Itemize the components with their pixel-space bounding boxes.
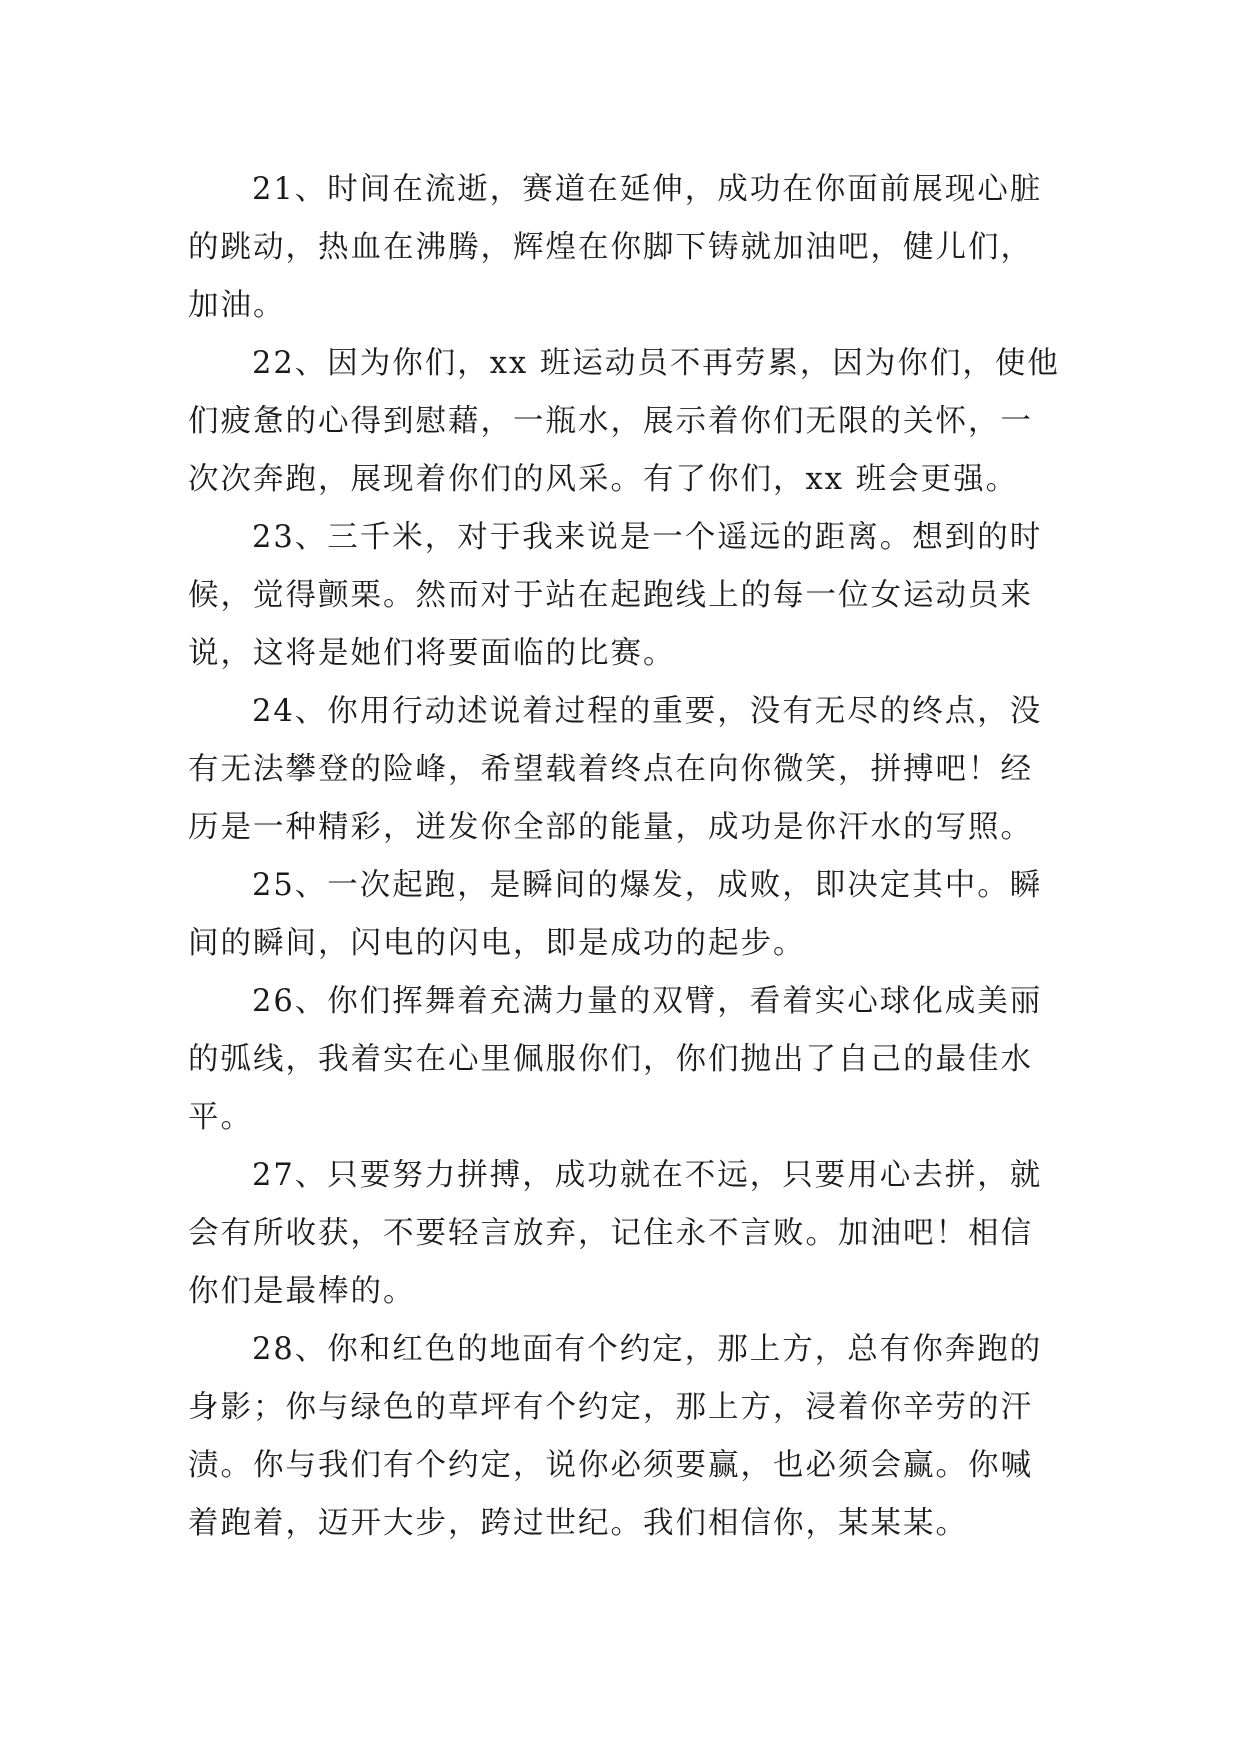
paragraph-8 — [188, 1321, 1058, 1553]
paragraph-line: 历是一种精彩，迸发你全部的能量，成功是你汗水的写照。 — [188, 810, 1033, 845]
paragraph-line: 加油。 — [188, 288, 286, 323]
paragraph-line: 候，觉得颤栗。然而对于站在起跑线上的每一位女运动员来 — [188, 578, 1033, 613]
paragraph-6 — [188, 973, 1058, 1147]
paragraph-line: 你们是最棒的。 — [188, 1274, 416, 1309]
paragraph-line: 说，这将是她们将要面临的比赛。 — [188, 636, 676, 671]
paragraph-2 — [188, 335, 1058, 509]
paragraph-line: 间的瞬间，闪电的闪电，即是成功的起步。 — [188, 926, 806, 961]
paragraph-line: 22、因为你们，xx 班运动员不再劳累，因为你们，使他 — [252, 346, 1060, 381]
paragraph-line: 24、你用行动述说着过程的重要，没有无尽的终点，没 — [252, 694, 1043, 729]
paragraph-line: 23、三千米，对于我来说是一个遥远的距离。想到的时 — [252, 520, 1043, 555]
paragraph-line: 的弧线，我着实在心里佩服你们，你们抛出了自己的最佳水 — [188, 1042, 1033, 1077]
paragraph-line: 有无法攀登的险峰，希望载着终点在向你微笑，拼搏吧！经 — [188, 752, 1033, 787]
paragraph-line: 的跳动，热血在沸腾，辉煌在你脚下铸就加油吧，健儿们， — [188, 230, 1033, 265]
paragraph-line: 渍。你与我们有个约定，说你必须要赢，也必须会赢。你喊 — [188, 1448, 1033, 1483]
paragraph-line: 25、一次起跑，是瞬间的爆发，成败，即决定其中。瞬 — [252, 868, 1043, 903]
paragraph-line: 28、你和红色的地面有个约定，那上方，总有你奔跑的 — [252, 1332, 1043, 1367]
paragraph-5 — [188, 857, 1058, 973]
paragraph-line: 会有所收获，不要轻言放弃，记住永不言败。加油吧！相信 — [188, 1216, 1033, 1251]
paragraph-3 — [188, 509, 1058, 683]
paragraph-line: 26、你们挥舞着充满力量的双臂，看着实心球化成美丽 — [252, 984, 1043, 1019]
document-body — [188, 161, 1058, 1553]
paragraph-line: 身影；你与绿色的草坪有个约定，那上方，浸着你辛劳的汗 — [188, 1390, 1033, 1425]
paragraph-line: 21、时间在流逝，赛道在延伸，成功在你面前展现心脏 — [252, 172, 1043, 207]
paragraph-7 — [188, 1147, 1058, 1321]
paragraph-line: 次次奔跑，展现着你们的风采。有了你们，xx 班会更强。 — [188, 462, 1019, 497]
paragraph-line: 27、只要努力拼搏，成功就在不远，只要用心去拼，就 — [252, 1158, 1043, 1193]
paragraph-line: 平。 — [188, 1100, 253, 1135]
paragraph-1 — [188, 161, 1058, 335]
paragraph-line: 着跑着，迈开大步，跨过世纪。我们相信你，某某某。 — [188, 1506, 968, 1541]
paragraph-line: 们疲惫的心得到慰藉，一瓶水，展示着你们无限的关怀，一 — [188, 404, 1033, 439]
paragraph-4 — [188, 683, 1058, 857]
